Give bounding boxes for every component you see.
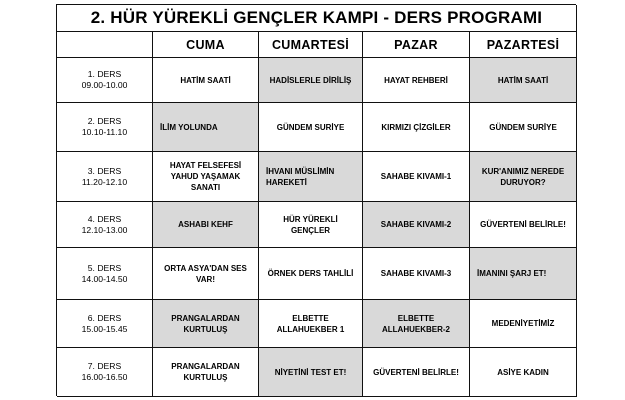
schedule-cell: HATİM SAATİ [470,58,577,103]
schedule-cell: İLİM YOLUNDA [153,103,259,152]
lesson-number: 5. DERS [87,262,122,273]
schedule-cell: SAHABE KIVAMI-1 [363,152,470,202]
lesson-time-cell [57,348,153,397]
header-corner-cell [57,32,153,58]
schedule-cell: HÜR YÜREKLİ GENÇLER [259,202,363,248]
lesson-time-cell [57,202,153,248]
schedule-cell: NİYETİNİ TEST ET! [259,348,363,397]
schedule-cell: HATİM SAATİ [153,58,259,103]
schedule-cell: HADİSLERLE DİRİLİŞ [259,58,363,103]
lesson-time-cell [57,152,153,202]
schedule-cell: ÖRNEK DERS TAHLİLİ [259,248,363,300]
schedule-cell: GÜVERTENİ BELİRLE! [363,348,470,397]
day-header-pazar: PAZAR [363,32,470,58]
schedule-cell: PRANGALARDAN KURTULUŞ [153,300,259,348]
schedule-cell: SAHABE KIVAMI-2 [363,202,470,248]
schedule-cell: ASHABI KEHF [153,202,259,248]
lesson-time-cell [57,103,153,152]
day-header-pazartesi: PAZARTESİ [470,32,577,58]
lesson-time: 09.00-10.00 [81,80,128,90]
lesson-time-cell [57,58,153,103]
page-title: 2. HÜR YÜREKLİ GENÇLER KAMPI - DERS PROGRAMI [57,5,577,32]
day-header-cumartesi: CUMARTESİ [259,32,363,58]
schedule-cell: ELBETTE ALLAHUEKBER-2 [363,300,470,348]
schedule-cell: ELBETTE ALLAHUEKBER 1 [259,300,363,348]
schedule-cell: SAHABE KIVAMI-3 [363,248,470,300]
lesson-time: 12.10-13.00 [81,224,128,235]
lesson-time-cell [57,248,153,300]
lesson-number: 4. DERS [87,213,122,224]
lesson-time: 10.10-11.10 [81,127,128,137]
schedule-cell: ORTA ASYA'DAN SES VAR! [153,248,259,300]
lesson-time-cell [57,300,153,348]
schedule-cell: İMANINI ŞARJ ET! [470,248,577,300]
lesson-time: 14.00-14.50 [81,273,128,284]
schedule-cell: PRANGALARDAN KURTULUŞ [153,348,259,397]
lesson-number: 2. DERS [87,116,122,126]
schedule-cell: MEDENİYETİMİZ [470,300,577,348]
schedule-cell: GÜNDEM SURİYE [470,103,577,152]
day-header-cuma: CUMA [153,32,259,58]
schedule-cell: ASİYE KADIN [470,348,577,397]
schedule-table [56,4,576,396]
lesson-number: 7. DERS [87,361,122,371]
lesson-time: 15.00-15.45 [81,323,128,334]
schedule-cell: KUR'ANIMIZ NEREDE DURUYOR? [470,152,577,202]
lesson-time: 16.00-16.50 [81,372,128,382]
schedule-cell: GÜVERTENİ BELİRLE! [470,202,577,248]
schedule-cell: KIRMIZI ÇİZGİLER [363,103,470,152]
lesson-number: 1. DERS [87,69,122,79]
lesson-number: 3. DERS [87,165,122,176]
schedule-cell: HAYAT FELSEFESİ YAHUD YAŞAMAK SANATI [153,152,259,202]
lesson-number: 6. DERS [87,312,122,323]
lesson-time: 11.20-12.10 [81,176,128,187]
schedule-cell: İHVANI MÜSLİMİN HAREKETİ [259,152,363,202]
schedule-cell: GÜNDEM SURİYE [259,103,363,152]
schedule-cell: HAYAT REHBERİ [363,58,470,103]
